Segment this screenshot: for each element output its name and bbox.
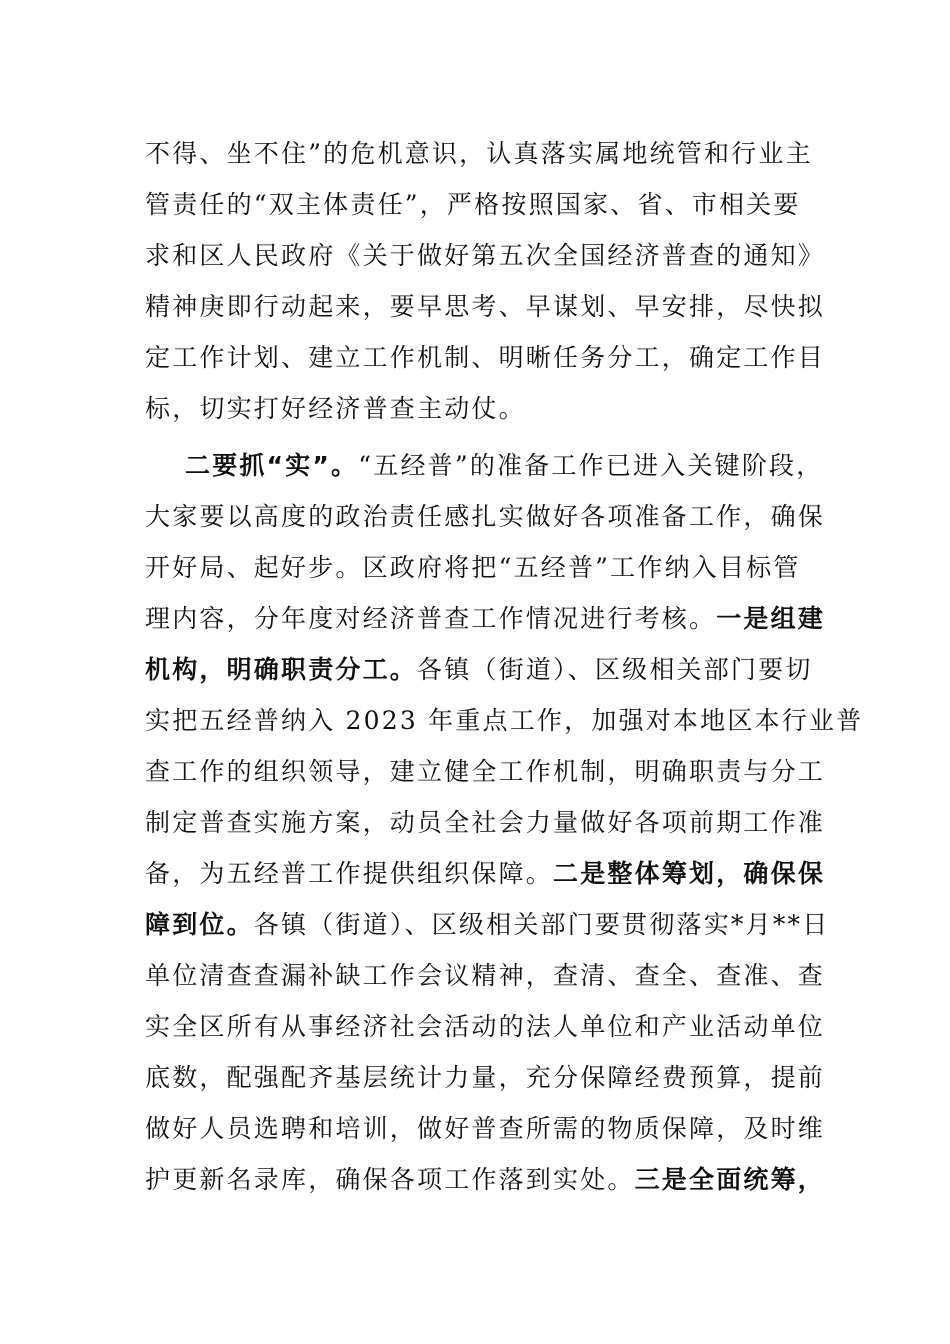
inline-text: 各镇（街道）、区级相关部门要贯彻落实*月**日: [253, 910, 830, 939]
paragraph-line: 求和区人民政府《关于做好第五次全国经济普查的通知》: [145, 241, 826, 270]
section-heading: 二要抓“实”。: [185, 451, 359, 480]
paragraph-line: [145, 593, 826, 644]
paragraph-line: 制定普查实施方案，动员全社会力量做好各项前期工作准: [145, 808, 826, 837]
paragraph-line: [145, 1154, 826, 1205]
paragraph-line: 单位清查查漏补缺工作会议精神，查清、查全、查准、查: [145, 961, 826, 990]
inline-text: 备，为五经普工作提供组织保障。: [145, 859, 554, 888]
bold-subheading: 二是整体筹划，确保保: [553, 859, 826, 888]
bold-subheading: 三是全面统筹，: [634, 1165, 826, 1194]
paragraph-line: 查工作的组织领导，建立健全工作机制，明确职责与分工: [145, 757, 826, 786]
inline-text: “五经普”的准备工作已进入关键阶段，: [358, 451, 824, 480]
bold-subheading: 一是组建: [716, 604, 826, 633]
paragraph-1: [145, 128, 826, 434]
paragraph-line: 精神庚即行动起来，要早思考、早谋划、早安排，尽快拟: [145, 292, 826, 321]
inline-text: 护更新名录库，确保各项工作落到实处。: [145, 1165, 635, 1194]
bold-subheading: 机构，明确职责分工。: [145, 655, 418, 684]
bold-subheading: 障到位。: [145, 910, 254, 939]
paragraph-line: 标，切实打好经济普查主动仗。: [145, 394, 526, 423]
paragraph-line: [145, 848, 826, 899]
paragraph-2: [145, 440, 864, 1205]
paragraph-line: [145, 899, 830, 950]
paragraph-line: 底数，配强配齐基层统计力量，充分保障经费预算，提前: [145, 1063, 826, 1092]
inline-text: 理内容，分年度对经济普查工作情况进行考核。: [145, 604, 717, 633]
paragraph-line: 不得、坐不住”的危机意识，认真落实属地统管和行业主: [145, 139, 813, 168]
paragraph-line: 管责任的“双主体责任”，严格按照国家、省、市相关要: [145, 190, 801, 219]
paragraph-line: 做好人员选聘和培训，做好普查所需的物质保障，及时维: [145, 1114, 826, 1143]
paragraph-line: 开好局、起好步。区政府将把“五经普”工作纳入目标管: [145, 553, 801, 582]
paragraph-line: 大家要以高度的政治责任感扎实做好各项准备工作，确保: [145, 502, 826, 531]
inline-text: 各镇（街道）、区级相关部门要切: [417, 655, 813, 684]
paragraph-line: [145, 644, 813, 695]
paragraph-line: 实把五经普纳入 2023 年重点工作，加强对本地区本行业普: [145, 706, 864, 735]
paragraph-line: [145, 440, 824, 491]
paragraph-line: 定工作计划、建立工作机制、明晰任务分工，确定工作目: [145, 343, 826, 372]
paragraph-line: 实全区所有从事经济社会活动的法人单位和产业活动单位: [145, 1012, 826, 1041]
